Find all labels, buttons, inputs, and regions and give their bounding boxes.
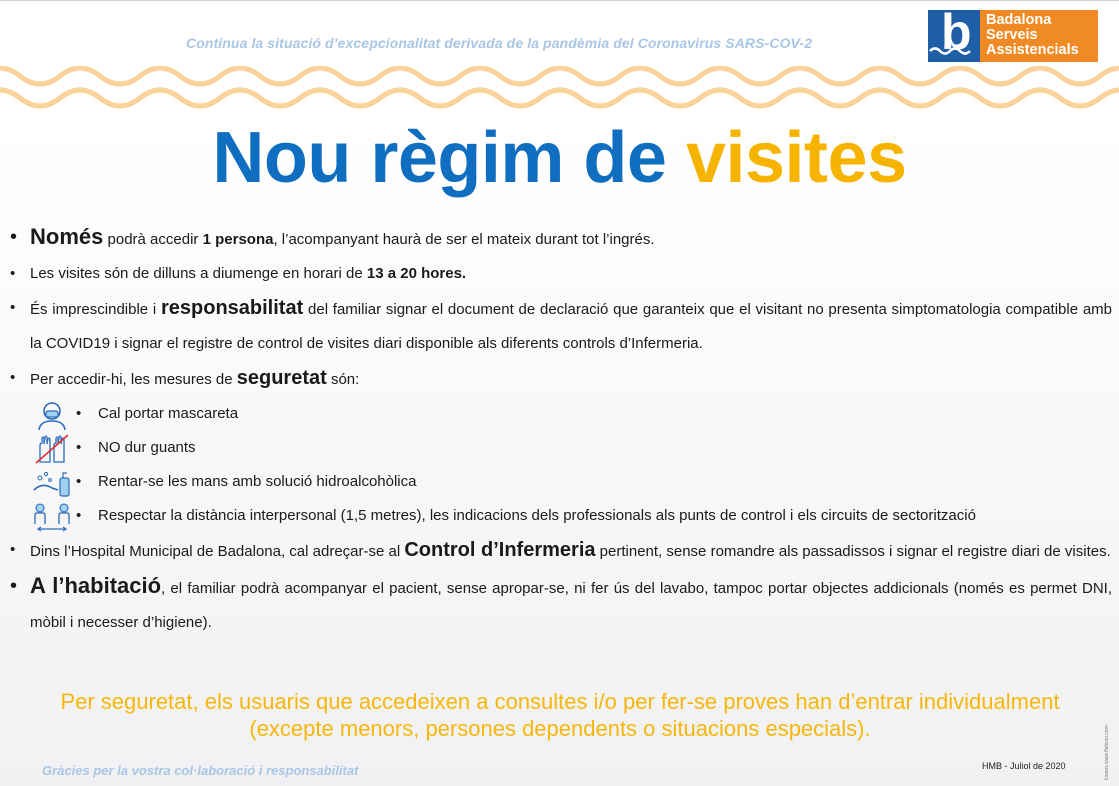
measure-text: Respectar la distància interpersonal (1,5 metres), les indicacions dels professionals als punts de control i els circuits de sectorització xyxy=(98,507,976,524)
title-part1: Nou règim de xyxy=(212,118,667,198)
logo-line1: Badalona xyxy=(986,12,1052,28)
list-item: • Per accedir-hi, les mesures de seguretat són: xyxy=(10,361,1112,397)
logo-letter: b xyxy=(941,4,972,60)
bullet-dot: • xyxy=(10,575,18,597)
top-border xyxy=(0,0,1119,1)
logo-mark xyxy=(928,4,980,62)
security-note: Per seguretat, els usuaris que accedeixen a consultes i/o per fer-se proves han d’entrar individualment (excepte menors, persones dependents o situacions especials). xyxy=(60,689,1060,741)
list-item: • A l’habitació, el familiar podrà acompanyar el pacient, sense apropar-se, ni fer ús del lavabo, tampoc portar objectes addicionals (només es permet DNI, mòbil i necesser d’higiene). xyxy=(10,569,1112,640)
icon-credit: Icones www.flaticon.com xyxy=(1104,725,1110,780)
bullet-dot: • xyxy=(10,299,16,316)
social-distance-icon xyxy=(32,502,72,532)
header-tagline: Continua la situació d’excepcionalitat derivada de la pandèmia del Coronavirus SARS-COV-2 xyxy=(186,35,813,51)
hand-sanitizer-icon xyxy=(32,468,72,498)
bullet-dot: • xyxy=(10,541,16,558)
rules-list xyxy=(10,220,1112,640)
measure-text: Rentar-se les mans amb solució hidroalcohòlica xyxy=(98,473,417,490)
bullet-dot: • xyxy=(10,265,16,282)
bullet-dot: • xyxy=(76,473,82,490)
page-title xyxy=(0,118,1119,198)
logo-line2: Serveis xyxy=(986,27,1038,43)
bullet-dot: • xyxy=(10,369,16,386)
list-item: • Només podrà accedir 1 persona, l’acompanyant haurà de ser el mateix durant tot l’ingrés. xyxy=(10,220,1112,257)
list-item: • És imprescindible i responsabilitat del familiar signar el document de declaració que garanteix que el visitant no presenta simptomatologia compatible amb la COVID19 i signar el registre de control de visites diari disponible als diferents controls d’Infermeria. xyxy=(10,291,1112,361)
measure-item xyxy=(10,499,1112,533)
footer-date: HMB - Juliol de 2020 xyxy=(982,761,1066,771)
measure-item xyxy=(10,397,1112,431)
decorative-wave-band xyxy=(0,66,1119,110)
measure-text: NO dur guants xyxy=(98,439,196,456)
logo-text xyxy=(980,10,1098,62)
mask-person-icon xyxy=(32,400,72,430)
list-item: • Les visites són de dilluns a diumenge en horari de 13 a 20 hores. xyxy=(10,257,1112,291)
bullet-dot: • xyxy=(10,226,18,248)
logo-line3: Assistencials xyxy=(986,42,1079,58)
measure-text: Cal portar mascareta xyxy=(98,405,239,422)
bullet-dot: • xyxy=(76,405,82,422)
measure-item xyxy=(10,431,1112,465)
title-part2: visites xyxy=(685,118,907,198)
badalona-logo xyxy=(928,4,1098,62)
measure-item xyxy=(10,465,1112,499)
bullet-dot: • xyxy=(76,507,82,524)
footer-thanks: Gràcies per la vostra col·laboració i responsabilitat xyxy=(42,763,359,778)
list-item: • Dins l’Hospital Municipal de Badalona, cal adreçar-se al Control d’Infermeria pertinent, sense romandre als passadissos i signar el registre diari de visites. xyxy=(10,533,1112,569)
no-gloves-icon xyxy=(32,434,72,464)
bullet-dot: • xyxy=(76,439,82,456)
logo-wave-icon xyxy=(928,46,980,56)
